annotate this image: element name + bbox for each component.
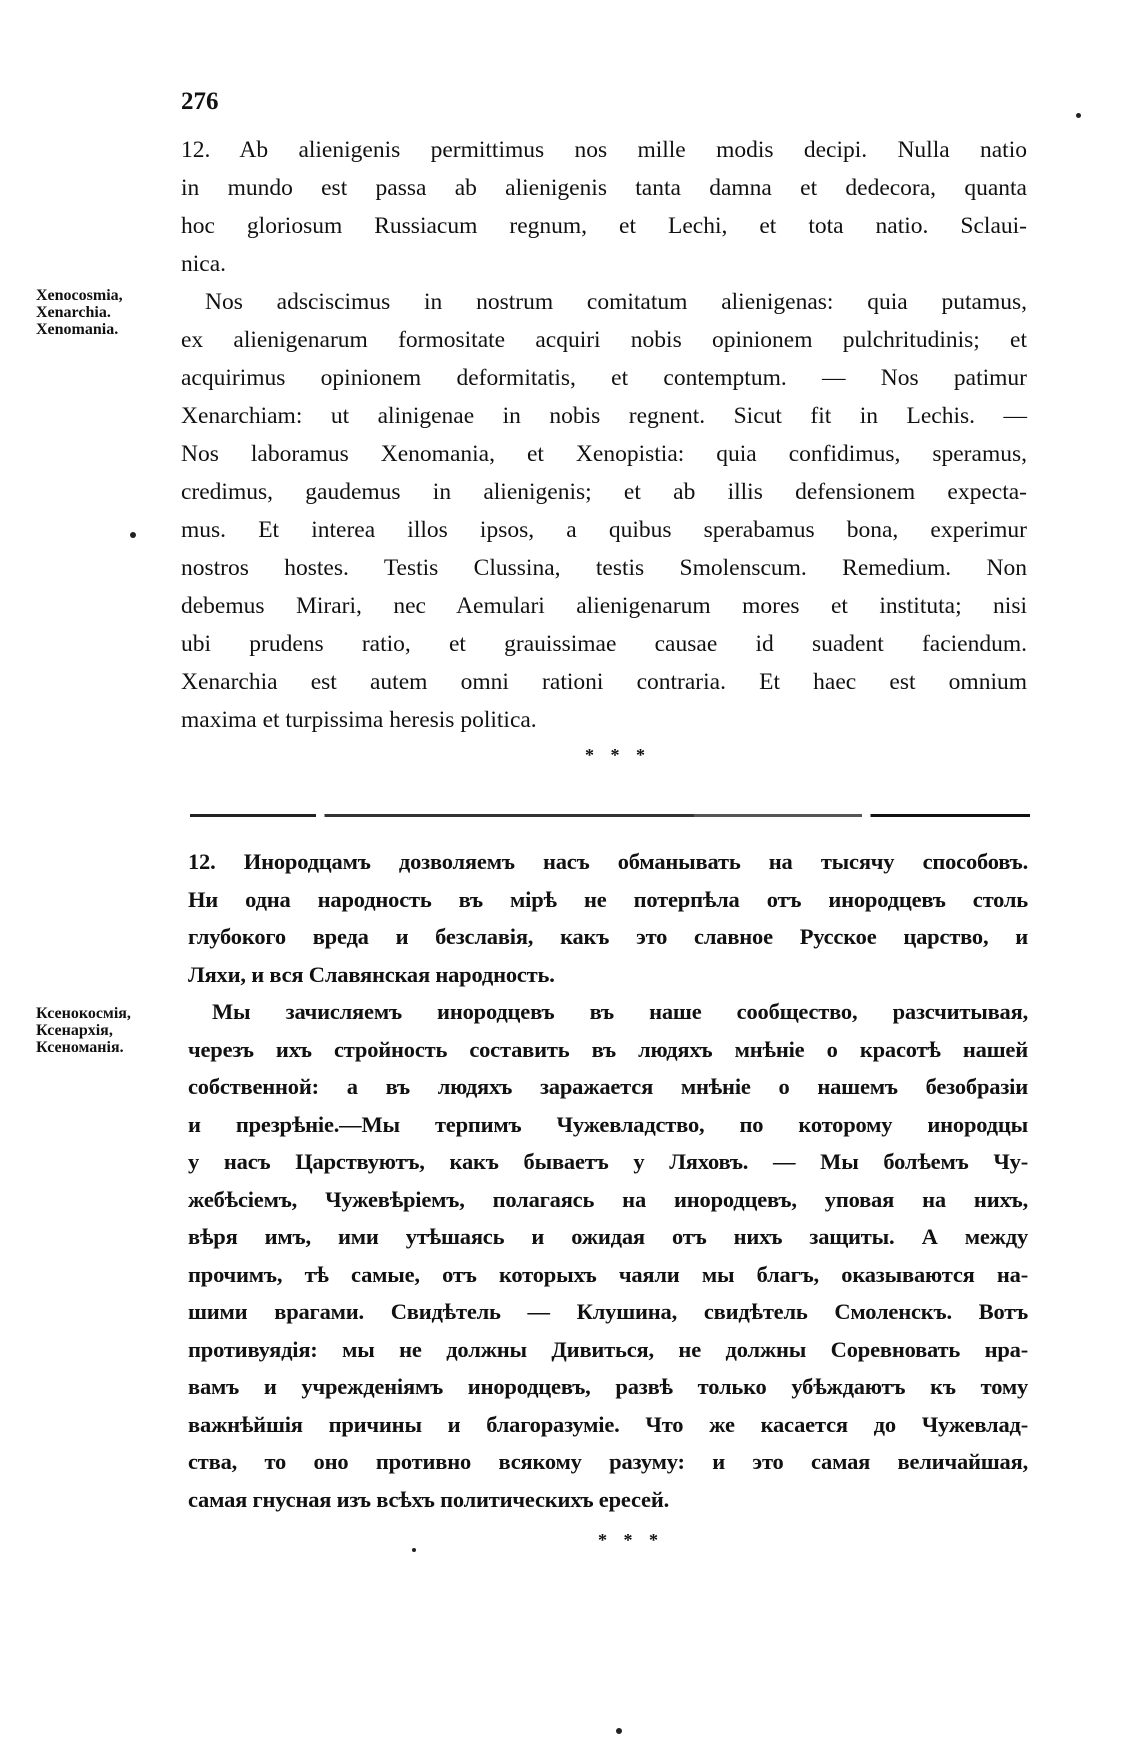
margin-note: Ксеноманія. (36, 1039, 124, 1056)
text-line: nostros hostes. Testis Clussina, testis Smolenscum. Remedium. Non (181, 555, 1027, 581)
margin-note: Ксенархія, (36, 1022, 113, 1039)
scan-speck (130, 532, 136, 538)
text-line: Xenarchia est autem omni rationi contraria. Et haec est omnium (181, 669, 1027, 695)
divider-rule (190, 814, 1030, 817)
text-line: credimus, gaudemus in alienigenis; et ab illis defensionem expecta- (181, 479, 1027, 505)
russian-paragraph (188, 843, 1028, 1518)
text-line: противуядія: мы не должны Дивиться, не должны Соревновать нра- (188, 1336, 1028, 1362)
text-line: важнѣйшія причины и благоразуміе. Что же касается до Чужевлад- (188, 1411, 1028, 1437)
text-line: acquirimus opinionem deformitatis, et contemptum. — Nos patimur (181, 365, 1027, 391)
text-line: nica. (181, 251, 227, 277)
text-line: Nos adsciscimus in nostrum comitatum alienigenas: quia putamus, (205, 289, 1027, 315)
asterism-separator: * * * (585, 745, 651, 765)
text-line: Ни одна народность въ мірѣ не потерпѣла отъ инородцевъ столь (188, 886, 1028, 912)
text-line: и презрѣніе.—Мы терпимъ Чужевладство, по которому инородцы (188, 1111, 1028, 1137)
scan-speck (1076, 113, 1081, 118)
text-line: самая гнусная изъ всѣхъ политическихъ ересей. (188, 1486, 670, 1512)
text-line: 12. Ab alienigenis permittimus nos mille modis decipi. Nulla natio (181, 137, 1027, 163)
text-line: жебѣсіемъ, Чужевѣріемъ, полагаясь на инородцевъ, уповая на нихъ, (188, 1186, 1028, 1212)
asterism-separator: * * * (598, 1530, 664, 1550)
text-line: ubi prudens ratio, et grauissimae causae id suadent faciendum. (181, 631, 1027, 657)
scan-speck (616, 1728, 622, 1734)
russian-margin-notes (36, 1005, 131, 1056)
text-line: ства, то оно противно всякому разуму: и это самая величайшая, (188, 1449, 1028, 1474)
text-line: mus. Et interea illos ipsos, a quibus sperabamus bona, experimur (181, 517, 1027, 543)
latin-margin-notes (36, 287, 123, 338)
text-line: у насъ Царствуютъ, какъ бываетъ у Ляховъ. — Мы болѣемъ Чу- (188, 1149, 1028, 1174)
text-line: Мы зачисляемъ инородцевъ въ наше сообщество, разсчитывая, (212, 999, 1028, 1024)
text-line: шими врагами. Свидѣтель — Клушина, свидѣтель Смоленскъ. Вотъ (188, 1299, 1028, 1324)
text-line: черезъ ихъ стройность составить въ людяхъ мнѣніе о красотѣ нашей (188, 1036, 1028, 1062)
latin-paragraph (181, 131, 1027, 739)
text-line: debemus Mirari, nec Aemulari alienigenarum mores et instituta; nisi (181, 593, 1027, 619)
margin-note: Xenarchia. (36, 304, 111, 321)
text-line: собственной: а въ людяхъ заражается мнѣніе о нашемъ безобразіи (188, 1074, 1028, 1099)
text-line: ex alienigenarum formositate acquiri nobis opinionem pulchritudinis; et (181, 327, 1027, 353)
text-line: Nos laboramus Xenomania, et Xenopistia: quia confidimus, speramus, (181, 441, 1027, 467)
margin-note: Xenomania. (36, 321, 119, 338)
text-line: вамъ и учрежденіямъ инородцевъ, развѣ только убѣждаютъ къ тому (188, 1374, 1028, 1399)
text-line: 12. Инородцамъ дозволяемъ насъ обманывать на тысячу способовъ. (188, 849, 1028, 874)
text-line: Ляхи, и вся Славянская народность. (188, 961, 555, 987)
text-line: in mundo est passa ab alienigenis tanta damna et dedecora, quanta (181, 175, 1027, 201)
text-line: прочимъ, тѣ самые, отъ которыхъ чаяли мы благъ, оказываются на- (188, 1261, 1028, 1287)
text-line: вѣря имъ, ими утѣшаясь и ожидая отъ нихъ защиты. А между (188, 1224, 1028, 1249)
text-line: глубокого вреда и безславія, какъ это славное Русское царство, и (188, 924, 1028, 949)
text-line: maxima et turpissima heresis politica. (181, 707, 537, 733)
text-line: hoc gloriosum Russiacum regnum, et Lechi, et tota natio. Sclaui- (181, 213, 1027, 239)
scan-speck (412, 1548, 416, 1552)
page-number: 276 (181, 88, 219, 115)
margin-note: Xenocosmia, (36, 287, 123, 304)
text-line: Xenarchiam: ut alinigenae in nobis regnent. Sicut fit in Lechis. — (181, 403, 1027, 429)
margin-note: Ксенокосмія, (36, 1005, 131, 1022)
